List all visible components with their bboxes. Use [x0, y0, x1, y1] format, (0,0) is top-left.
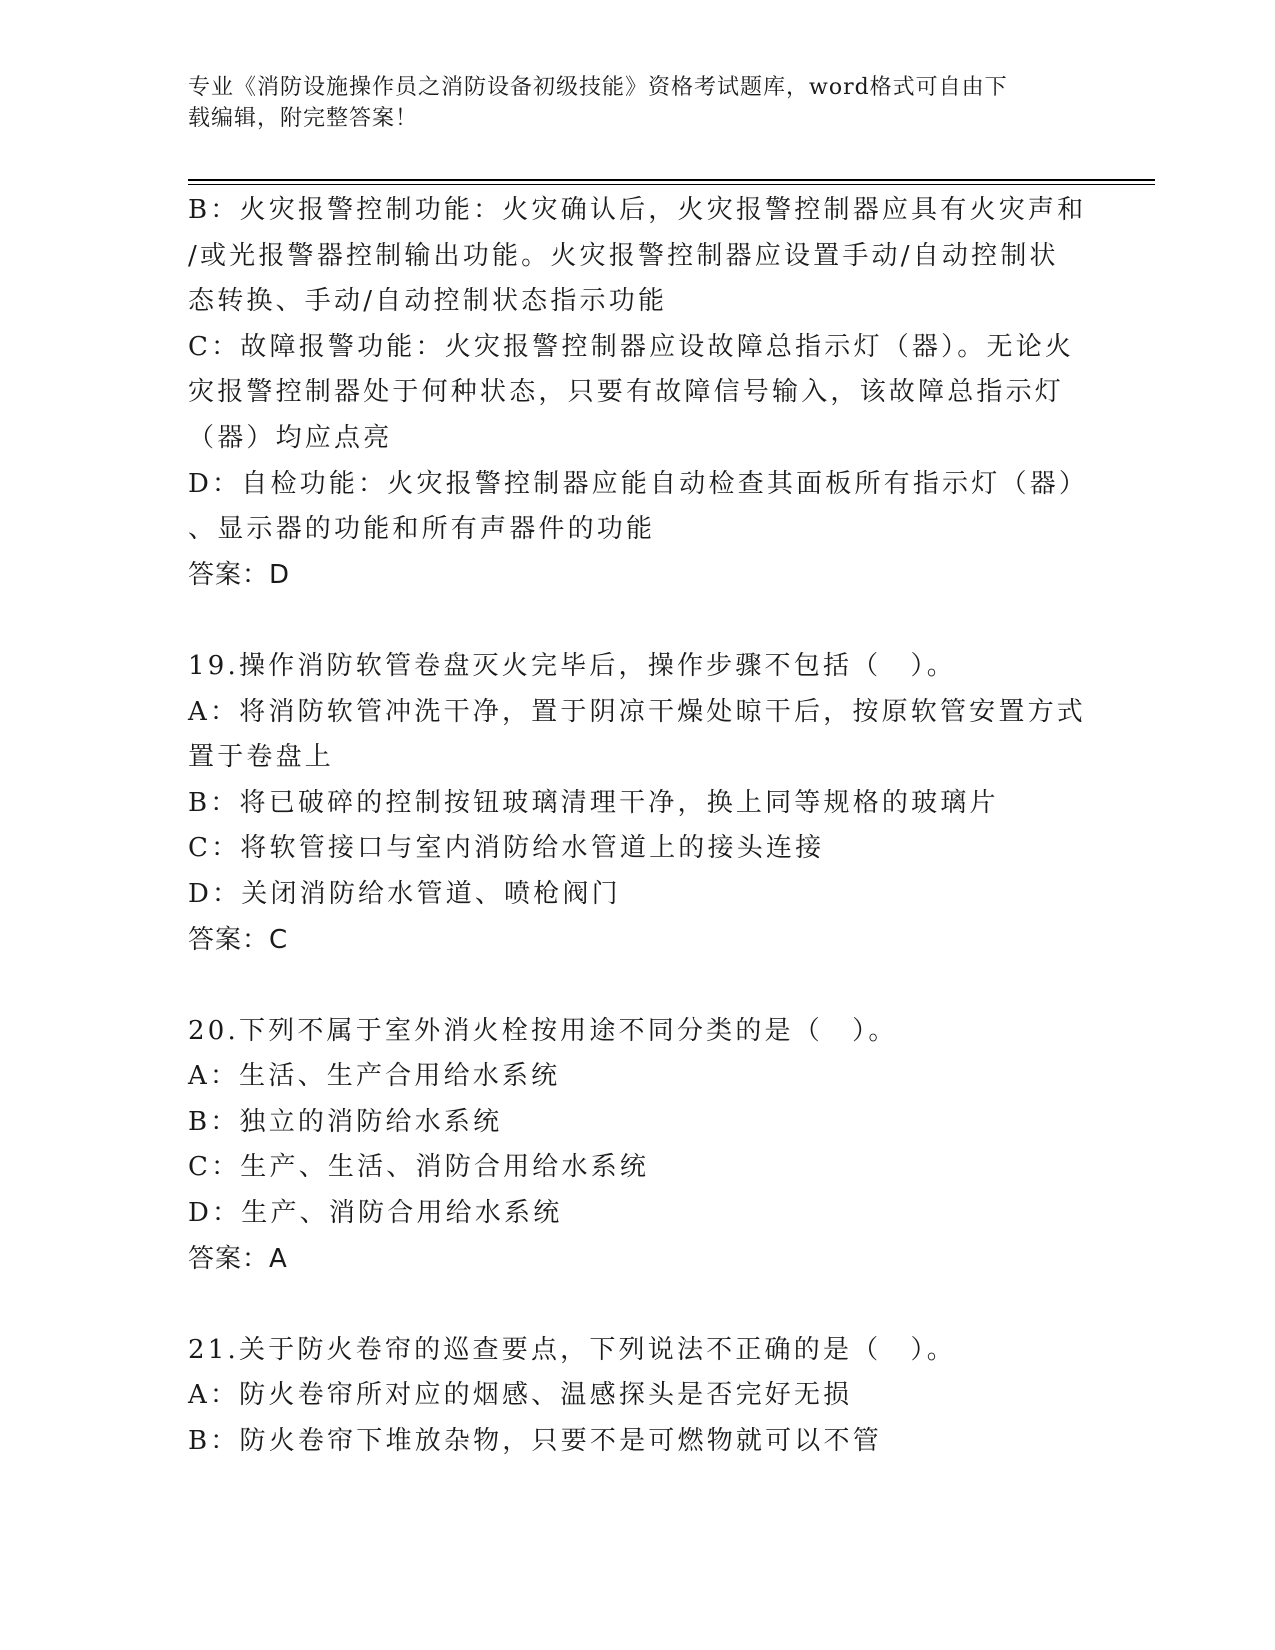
q20-option-b: B：独立的消防给水系统: [188, 1106, 503, 1137]
q20-question: 20.下列不属于室外消火栓按用途不同分类的是（ ）。: [188, 1015, 898, 1046]
document-header: [188, 72, 1068, 134]
q20-option-d: D：生产、消防合用给水系统: [188, 1198, 563, 1229]
q20-option-a: A：生活、生产合用给水系统: [188, 1061, 561, 1092]
question-19-block: [188, 644, 1088, 963]
question-20-block: [188, 1009, 1088, 1283]
question-21-block: [188, 1328, 1088, 1465]
document-body: [188, 188, 1088, 1465]
q18-answer: 答案：D: [188, 559, 291, 590]
q19-option-c: C：将软管接口与室内消防给水管道上的接头连接: [188, 833, 825, 864]
header-line-2: 载编辑，附完整答案！: [188, 106, 419, 131]
q19-option-a-line-1: A：将消防软管冲洗干净，置于阴凉干燥处晾干后，按原软管安置方式: [188, 696, 1086, 727]
q19-question: 19.操作消防软管卷盘灭火完毕后，操作步骤不包括（ ）。: [188, 650, 956, 681]
q18-option-c-line-2: 灾报警控制器处于何种状态，只要有故障信号输入，该故障总指示灯: [188, 377, 1065, 408]
q19-option-d: D：关闭消防给水管道、喷枪阀门: [188, 878, 621, 909]
q18-option-b-line-3: 态转换、手动/自动控制状态指示功能: [188, 286, 668, 317]
q18-option-d-line-2: 、显示器的功能和所有声器件的功能: [188, 514, 656, 545]
spacer: [188, 963, 1088, 1009]
q18-option-b-line-2: /或光报警器控制输出功能。火灾报警控制器应设置手动/自动控制状: [188, 240, 1059, 271]
q18-option-d-line-1: D：自检功能：火灾报警控制器应能自动检查其面板所有指示灯（器）: [188, 468, 1089, 499]
question-18-block: [188, 188, 1088, 598]
q19-option-b: B：将已破碎的控制按钮玻璃清理干净，换上同等规格的玻璃片: [188, 787, 999, 818]
q18-option-c-line-1: C：故障报警功能：火灾报警控制器应设故障总指示灯（器）。无论火: [188, 331, 1075, 362]
q21-option-b: B：防火卷帘下堆放杂物，只要不是可燃物就可以不管: [188, 1426, 882, 1457]
header-divider-thin: [188, 184, 1155, 185]
spacer: [188, 1282, 1088, 1328]
header-divider-thick: [188, 179, 1155, 181]
q19-answer: 答案：C: [188, 924, 289, 955]
q18-option-b-line-1: B：火灾报警控制功能：火灾确认后，火灾报警控制器应具有火灾声和: [188, 195, 1087, 225]
q19-option-a-line-2: 置于卷盘上: [188, 742, 335, 773]
header-line-1: 专业《消防设施操作员之消防设备初级技能》资格考试题库，word格式可自由下: [188, 75, 1008, 100]
q20-option-c: C：生产、生活、消防合用给水系统: [188, 1152, 650, 1183]
q21-option-a: A：防火卷帘所对应的烟感、温感探头是否完好无损: [188, 1380, 853, 1411]
q18-option-c-line-3: （器）均应点亮: [188, 422, 393, 453]
q20-answer: 答案：A: [188, 1243, 288, 1274]
q21-question: 21.关于防火卷帘的巡查要点，下列说法不正确的是（ ）。: [188, 1334, 956, 1365]
spacer: [188, 598, 1088, 644]
